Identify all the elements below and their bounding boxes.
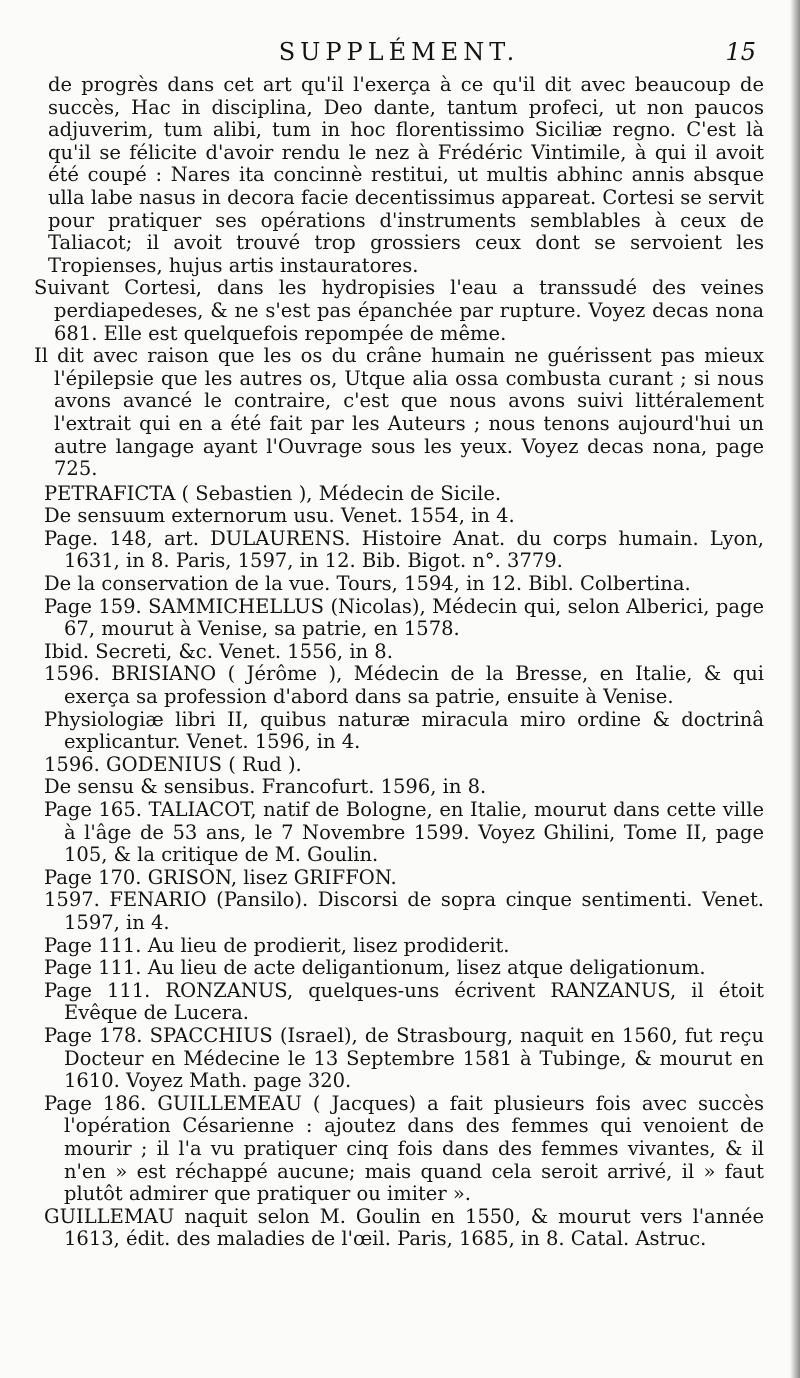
entry-dulaurens: Page. 148, art. DULAURENS. Histoire Anat. du corps humain. Lyon, 1631, in 8. Paris, 1597, in 12. Bib. Bigot. n°. 3779. [44,526,764,573]
entry-secreti: Ibid. Secreti, &c. Venet. 1556, in 8. [44,639,393,663]
paragraph-hydropisies: Suivant Cortesi, dans les hydropisies l'eau a transsudé des veines perdiapedeses, & ne s'est pas épanchée par rupture. Voyez decas nona 681. Elle est quelquefois repompée de même. [34,276,764,345]
paragraph-cortesi-continued: de progrès dans cet art qu'il l'exerça à ce qu'il dit avec beaucoup de succès, Hac in disciplina, Deo dante, tantum profeci, ut non paucos adjuverim, tum alibi, tum in hoc florentissimo Siciliæ regno. C'est là qu'il se félicite d'avoir rendu le nez à Frédéric Vintimile, à qui il avoit été coupé : Nares ita concinnè restitui, ut multis abhinc annis absque ulla labe nasus in decora facie decentissimus appareat. Cortesi se servit pour pratiquer ses opérations d'instruments semblables à ceux de Taliacot; il avoit trouvé trop grossiers ceux dont se servoient les Tropienses, hujus artis instauratores. [48,73,764,277]
entry-prodierit: Page 111. Au lieu de prodierit, lisez prodiderit. [44,933,510,957]
entry-deligantionum: Page 111. Au lieu de acte deligantionum, lisez atque deligationum. [44,956,706,980]
entry-taliacot: Page 165. TALIACOT, natif de Bologne, en Italie, mourut dans cette ville à l'âge de 53 ans, le 7 Novembre 1599. Voyez Ghilini, Tome II, page 105, & la critique de M. Goulin. [44,798,764,867]
entry-fenario: 1597. FENARIO (Pansilo). Discorsi de sopra cinque sentimenti. Venet. 1597, in 4. [44,888,764,934]
running-title: SUPPLÉMENT. [278,38,520,66]
entry-ronzanus: Page 111. RONZANUS, quelques-uns écrivent RANZANUS, il étoit Evêque de Lucera. [44,978,764,1025]
paragraph-epilepsie: Il dit avec raison que les os du crâne humain ne guérissent pas mieux l'épilepsie que les autres os, Utque alia ossa combusta curant ; si nous avons avancé le contraire, c'est que nous avons suivi littéralement l'extrait qui en a été fait par les Auteurs ; nous tenons aujourd'hui un autre langage ayant l'Ouvrage sous les yeux. Voyez decas nona, page 725. [34,344,764,481]
entry-brisiano: 1596. BRISIANO ( Jérôme ), Médecin de la Bresse, en Italie, & qui exerça sa profession d'abord dans sa patrie, ensuite à Venise. [44,662,764,709]
document-body [34,74,764,1251]
entry-de-sensu: De sensu & sensibus. Francofurt. 1596, in 8. [44,775,487,799]
entry-guillemeau: Page 186. GUILLEMEAU ( Jacques) a fait plusieurs fois avec succès l'opération Césarienne : ajoutez dans des femmes qui venoient de mourir ; il l'a vu pratiquer cinq fois dans des femmes vivantes, & il n'en » est réchappé aucune; mais quand cela seroit arrivé, il » faut plutôt admirer que pratiquer ou imiter ». [44,1091,764,1206]
running-head [34,38,764,74]
page-number: 15 [725,38,756,66]
entry-guillemau: GUILLEMAU naquit selon M. Goulin en 1550, & mourut vers l'année 1613, édit. des maladies de l'œil. Paris, 1685, in 8. Catal. Astruc. [44,1204,764,1251]
entry-petraficta: PETRAFICTA ( Sebastien ), Médecin de Sicile. [44,481,502,505]
entry-grison: Page 170. GRISON, lisez GRIFFON. [44,865,397,889]
entry-sammichellus: Page 159. SAMMICHELLUS (Nicolas), Médecin qui, selon Alberici, page 67, mourut à Venise, sa patrie, en 1578. [44,594,764,641]
entry-spacchius: Page 178. SPACCHIUS (Israel), de Strasbourg, naquit en 1560, fut reçu Docteur en Médecine le 13 Septembre 1581 à Tubinge, & mourut en 1610. Voyez Math. page 320. [44,1023,764,1093]
entry-petraficta-work: De sensuum externorum usu. Venet. 1554, in 4. [44,504,515,528]
entry-godenius: 1596. GODENIUS ( Rud ). [44,752,302,776]
entry-physiologiae: Physiologiæ libri II, quibus naturæ miracula miro ordine & doctrinâ explicantur. Venet. 1596, in 4. [44,707,764,754]
entry-conservation-vue: De la conservation de la vue. Tours, 1594, in 12. Bibl. Colbertina. [44,572,691,596]
